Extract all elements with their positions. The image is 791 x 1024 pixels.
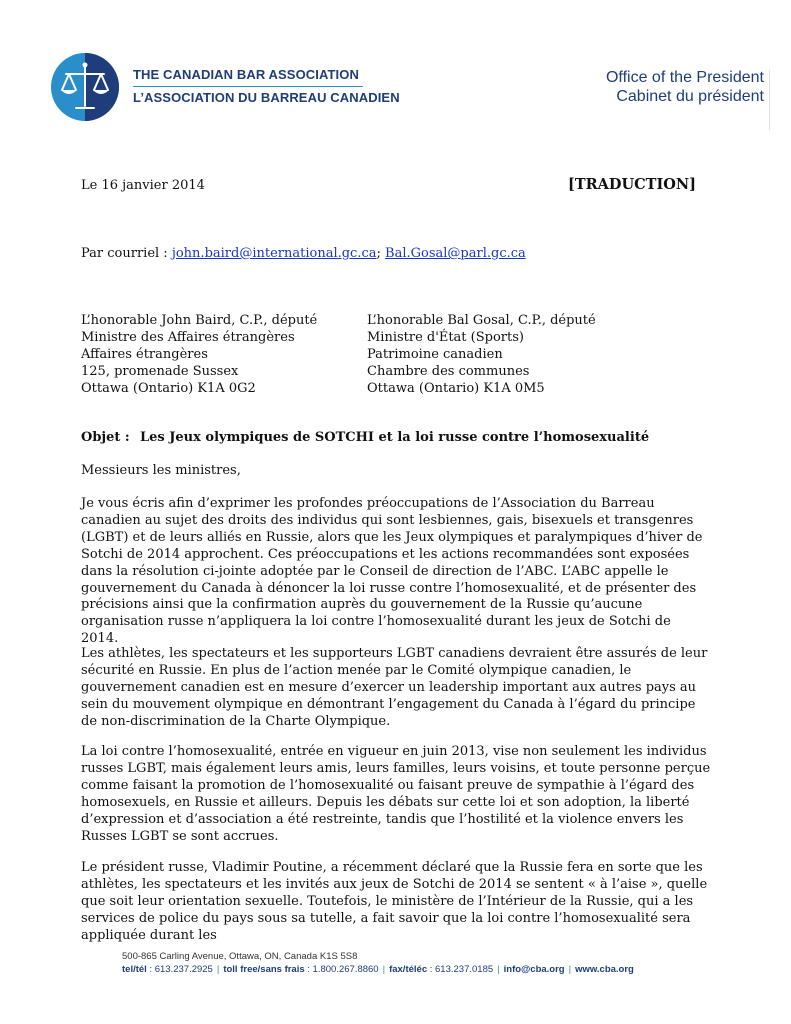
address-line: Ministre d'État (Sports) xyxy=(367,330,524,345)
scales-of-justice-icon xyxy=(50,52,120,122)
tel-value: : 613.237.2925 xyxy=(146,964,213,975)
email-link-baird[interactable]: john.baird@international.gc.ca xyxy=(171,246,377,261)
office-title-french: Cabinet du président xyxy=(616,88,764,105)
fax-value: : 613.237.0185 xyxy=(427,964,494,975)
body-paragraph-4: Le président russe, Vladimir Poutine, a récemment déclaré que la Russie fera en sorte que les athlètes, les spectateurs et les invités aux jeux de Sotchi de 2014 se sentent « à l’aise », quelle que soit leur orientation sexuelle. Toutefois, le ministère de l’Intérieur de la Russie, qui a les services de police du pays sous sa tutelle, a fait savoir que la loi contre l’homosexualité sera appliquée durant les xyxy=(81,860,708,943)
address-line: Ottawa (Ontario) K1A 0M5 xyxy=(367,381,545,396)
subject-text: Les Jeux olympiques de SOTCHI et la loi russe contre l’homosexualité xyxy=(140,430,650,445)
footer xyxy=(122,950,634,976)
salutation: Messieurs les ministres, xyxy=(81,463,241,478)
footer-address: 500-865 Carling Avenue, Ottawa, ON, Canada K1S 5S8 xyxy=(122,951,358,962)
body-paragraph-3: La loi contre l’homosexualité, entrée en vigueur en juin 2013, vise non seulement les individus russes LGBT, mais également leurs amis, leurs familles, leurs voisins, et toute personne perçue comme faisant la promotion de l’homosexualité ou faisant preuve de sympathie à l’égard des homosexuels, en Russie et ailleurs. Depuis les débats sur cette loi et son adoption, la liberté d’expression et d’association a été restreinte, tandis que l’hostilité et la violence envers les Russes LGBT se sont accrues. xyxy=(81,744,711,844)
email-line xyxy=(81,246,526,261)
address-line: L’honorable John Baird, C.P., député xyxy=(81,313,318,328)
address-line: 125, promenade Sussex xyxy=(81,364,239,379)
tollfree-label: toll free/sans frais xyxy=(223,964,305,975)
footer-website-link[interactable]: www.cba.org xyxy=(575,964,634,975)
tollfree-value: : 1.800.267.8860 xyxy=(304,964,379,975)
address-line: Chambre des communes xyxy=(367,364,530,379)
subject-label: Objet : xyxy=(81,430,130,445)
email-link-gosal[interactable]: Bal.Gosal@parl.gc.ca xyxy=(385,246,526,261)
address-line: L’honorable Bal Gosal, C.P., député xyxy=(367,313,596,328)
address-line: Patrimoine canadien xyxy=(367,347,503,362)
footer-email-link[interactable]: info@cba.org xyxy=(503,964,565,975)
address-line: Affaires étrangères xyxy=(81,347,208,362)
office-title xyxy=(606,68,764,106)
translation-tag: [TRADUCTION] xyxy=(567,176,696,193)
footer-contacts xyxy=(122,963,634,976)
email-separator: ; xyxy=(376,246,386,261)
footer-separator: | xyxy=(382,964,386,975)
address-line: Ministre des Affaires étrangères xyxy=(81,330,295,345)
email-prefix: Par courriel : xyxy=(81,246,172,261)
subject-line xyxy=(81,430,649,445)
page-edge-line xyxy=(769,70,770,130)
fax-label: fax/téléc xyxy=(389,964,428,975)
office-title-english: Office of the President xyxy=(605,69,764,86)
org-name-french: L’ASSOCIATION DU BARREAU CANADIEN xyxy=(133,90,400,105)
letter-date: Le 16 janvier 2014 xyxy=(81,178,205,193)
footer-separator: | xyxy=(216,964,220,975)
tel-label: tel/tél xyxy=(122,964,147,975)
recipient-address-gosal xyxy=(367,312,596,397)
body-paragraph-1: Je vous écris afin d’exprimer les profondes préoccupations de l’Association du Barreau canadien au sujet des droits des individus qui sont lesbiennes, gais, bisexuels et transgenres (LGBT) et de leurs alliés en Russie, alors que les Jeux olympiques et paralympiques d’hiver de Sotchi de 2014 approchent. Ces préoccupations et les actions recommandées sont exposées dans la résolution ci-jointe adoptée par le Conseil de direction de l’ABC. L’ABC appelle le gouvernement du Canada à dénoncer la loi russe contre l’homosexualité, et de présenter des précisions ainsi que la confirmation auprès du gouvernement de la Russie qu’aucune organisation russe n’appliquera la loi contre l’homosexualité durant les jeux de Sotchi de 2014. xyxy=(81,496,703,647)
footer-separator: | xyxy=(568,964,572,975)
recipient-address-baird xyxy=(81,312,317,397)
footer-separator: | xyxy=(497,964,500,975)
body-paragraph-2: Les athlètes, les spectateurs et les supporteurs LGBT canadiens devraient être assurés de leur sécurité en Russie. En plus de l’action menée par le Comité olympique canadien, le gouvernement canadien est en mesure d’exercer un leadership important aux autres pays au sein du mouvement olympique en démontrant l’engagement du Canada à l’égard du principe de non-discrimination de la Charte Olympique. xyxy=(81,646,708,729)
address-line: Ottawa (Ontario) K1A 0G2 xyxy=(81,381,256,396)
org-name-english: THE CANADIAN BAR ASSOCIATION xyxy=(133,67,359,82)
letterhead-divider xyxy=(133,86,363,87)
